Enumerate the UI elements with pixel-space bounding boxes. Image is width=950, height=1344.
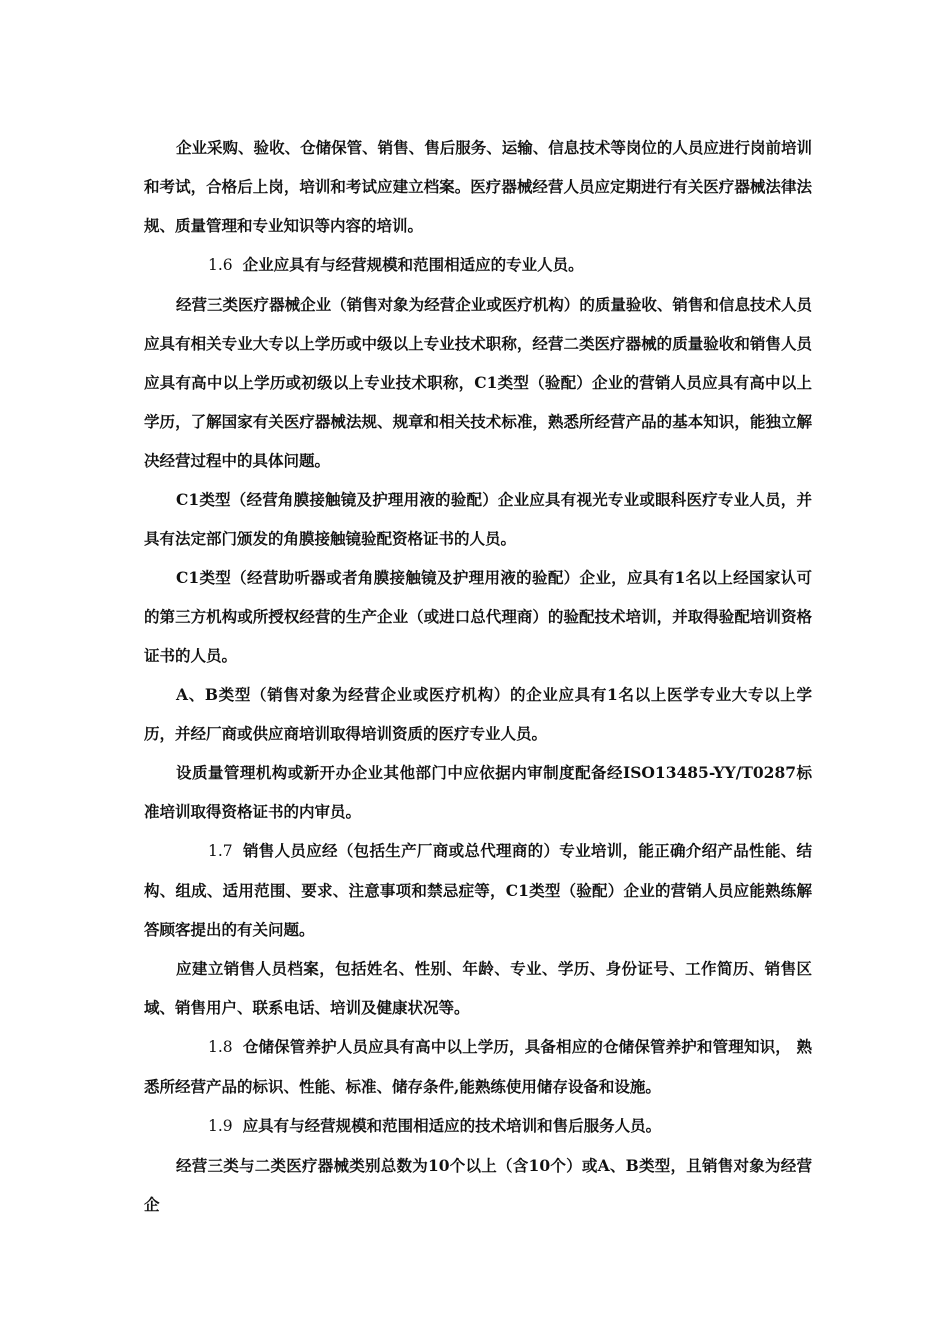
paragraph-text: 企业采购、验收、仓储保管、销售、售后服务、运输、信息技术等岗位的人员应进行岗前培训和考试，合格后上岗，培训和考试应建立档案。医疗器械经营人员应定期进行有关医疗器械法律法规、质量管理和专业知识等内容的培训。 [144, 138, 812, 235]
paragraph-class-three-staff [144, 285, 812, 480]
paragraph-internal-auditor [144, 753, 812, 831]
paragraph-a-b-type [144, 675, 812, 753]
paragraph-text: 销售人员应经（包括生产厂商或总代理商的）专业培训，能正确介绍产品性能、结构、组成、适用范围、要求、注意事项和禁忌症等，C1类型（验配）企业的营销人员应能熟练解答顾客提出的有关问题。 [144, 841, 812, 939]
section-number: 1.7 [208, 842, 233, 860]
paragraph-c1-hearing-aid [144, 558, 812, 675]
paragraph-sales-records [144, 949, 812, 1027]
paragraph-text: C1类型（经营角膜接触镜及护理用液的验配）企业应具有视光专业或眼科医疗专业人员，并具有法定部门颁发的角膜接触镜验配资格证书的人员。 [144, 490, 812, 548]
paragraph-text: C1类型（经营助听器或者角膜接触镜及护理用液的验配）企业，应具有1名以上经国家认可的第三方机构或所授权经营的生产企业（或进口总代理商）的验配技术培训，并取得验配培训资格证书的人员。 [144, 568, 812, 665]
paragraph-text: 经营三类与二类医疗器械类别总数为10个以上（含10个）或A、B类型，且销售对象为经营企 [144, 1156, 812, 1214]
section-1-8-heading [144, 1027, 812, 1106]
paragraph-training-requirements [144, 128, 812, 245]
paragraph-text: 经营三类医疗器械企业（销售对象为经营企业或医疗机构）的质量验收、销售和信息技术人员应具有相关专业大专以上学历或中级以上专业技术职称，经营二类医疗器械的质量验收和销售人员应具有高中以上学历或初级以上专业技术职称，C1类型（验配）企业的营销人员应具有高中以上学历，了解国家有关医疗器械法规、规章和相关技术标准，熟悉所经营产品的基本知识，能独立解决经营过程中的具体问题。 [144, 295, 812, 470]
paragraph-text: 仓储保管养护人员应具有高中以上学历，具备相应的仓储保管养护和管理知识， 熟悉所经营产品的标识、性能、标准、储存条件,能熟练使用储存设备和设施。 [144, 1037, 812, 1096]
paragraph-c1-contact-lens [144, 480, 812, 558]
paragraph-text: 应建立销售人员档案，包括姓名、性别、年龄、专业、学历、身份证号、工作简历、销售区域、销售用户、联系电话、培训及健康状况等。 [144, 959, 812, 1017]
paragraph-text: 设质量管理机构或新开办企业其他部门中应依据内审制度配备经ISO13485-YY/T0287标准培训取得资格证书的内审员。 [144, 763, 812, 821]
paragraph-category-count [144, 1146, 812, 1224]
section-number: 1.9 [208, 1117, 233, 1135]
section-1-9-heading [144, 1106, 812, 1146]
document-body [144, 128, 812, 1224]
section-1-6-heading [144, 245, 812, 285]
paragraph-text: 企业应具有与经营规模和范围相适应的专业人员。 [242, 255, 584, 274]
section-number: 1.6 [208, 256, 233, 274]
section-number: 1.8 [208, 1038, 233, 1056]
paragraph-text: A、B类型（销售对象为经营企业或医疗机构）的企业应具有1名以上医学专业大专以上学历，并经厂商或供应商培训取得培训资质的医疗专业人员。 [144, 685, 812, 743]
section-1-7-heading [144, 831, 812, 949]
paragraph-text: 应具有与经营规模和范围相适应的技术培训和售后服务人员。 [242, 1116, 662, 1135]
